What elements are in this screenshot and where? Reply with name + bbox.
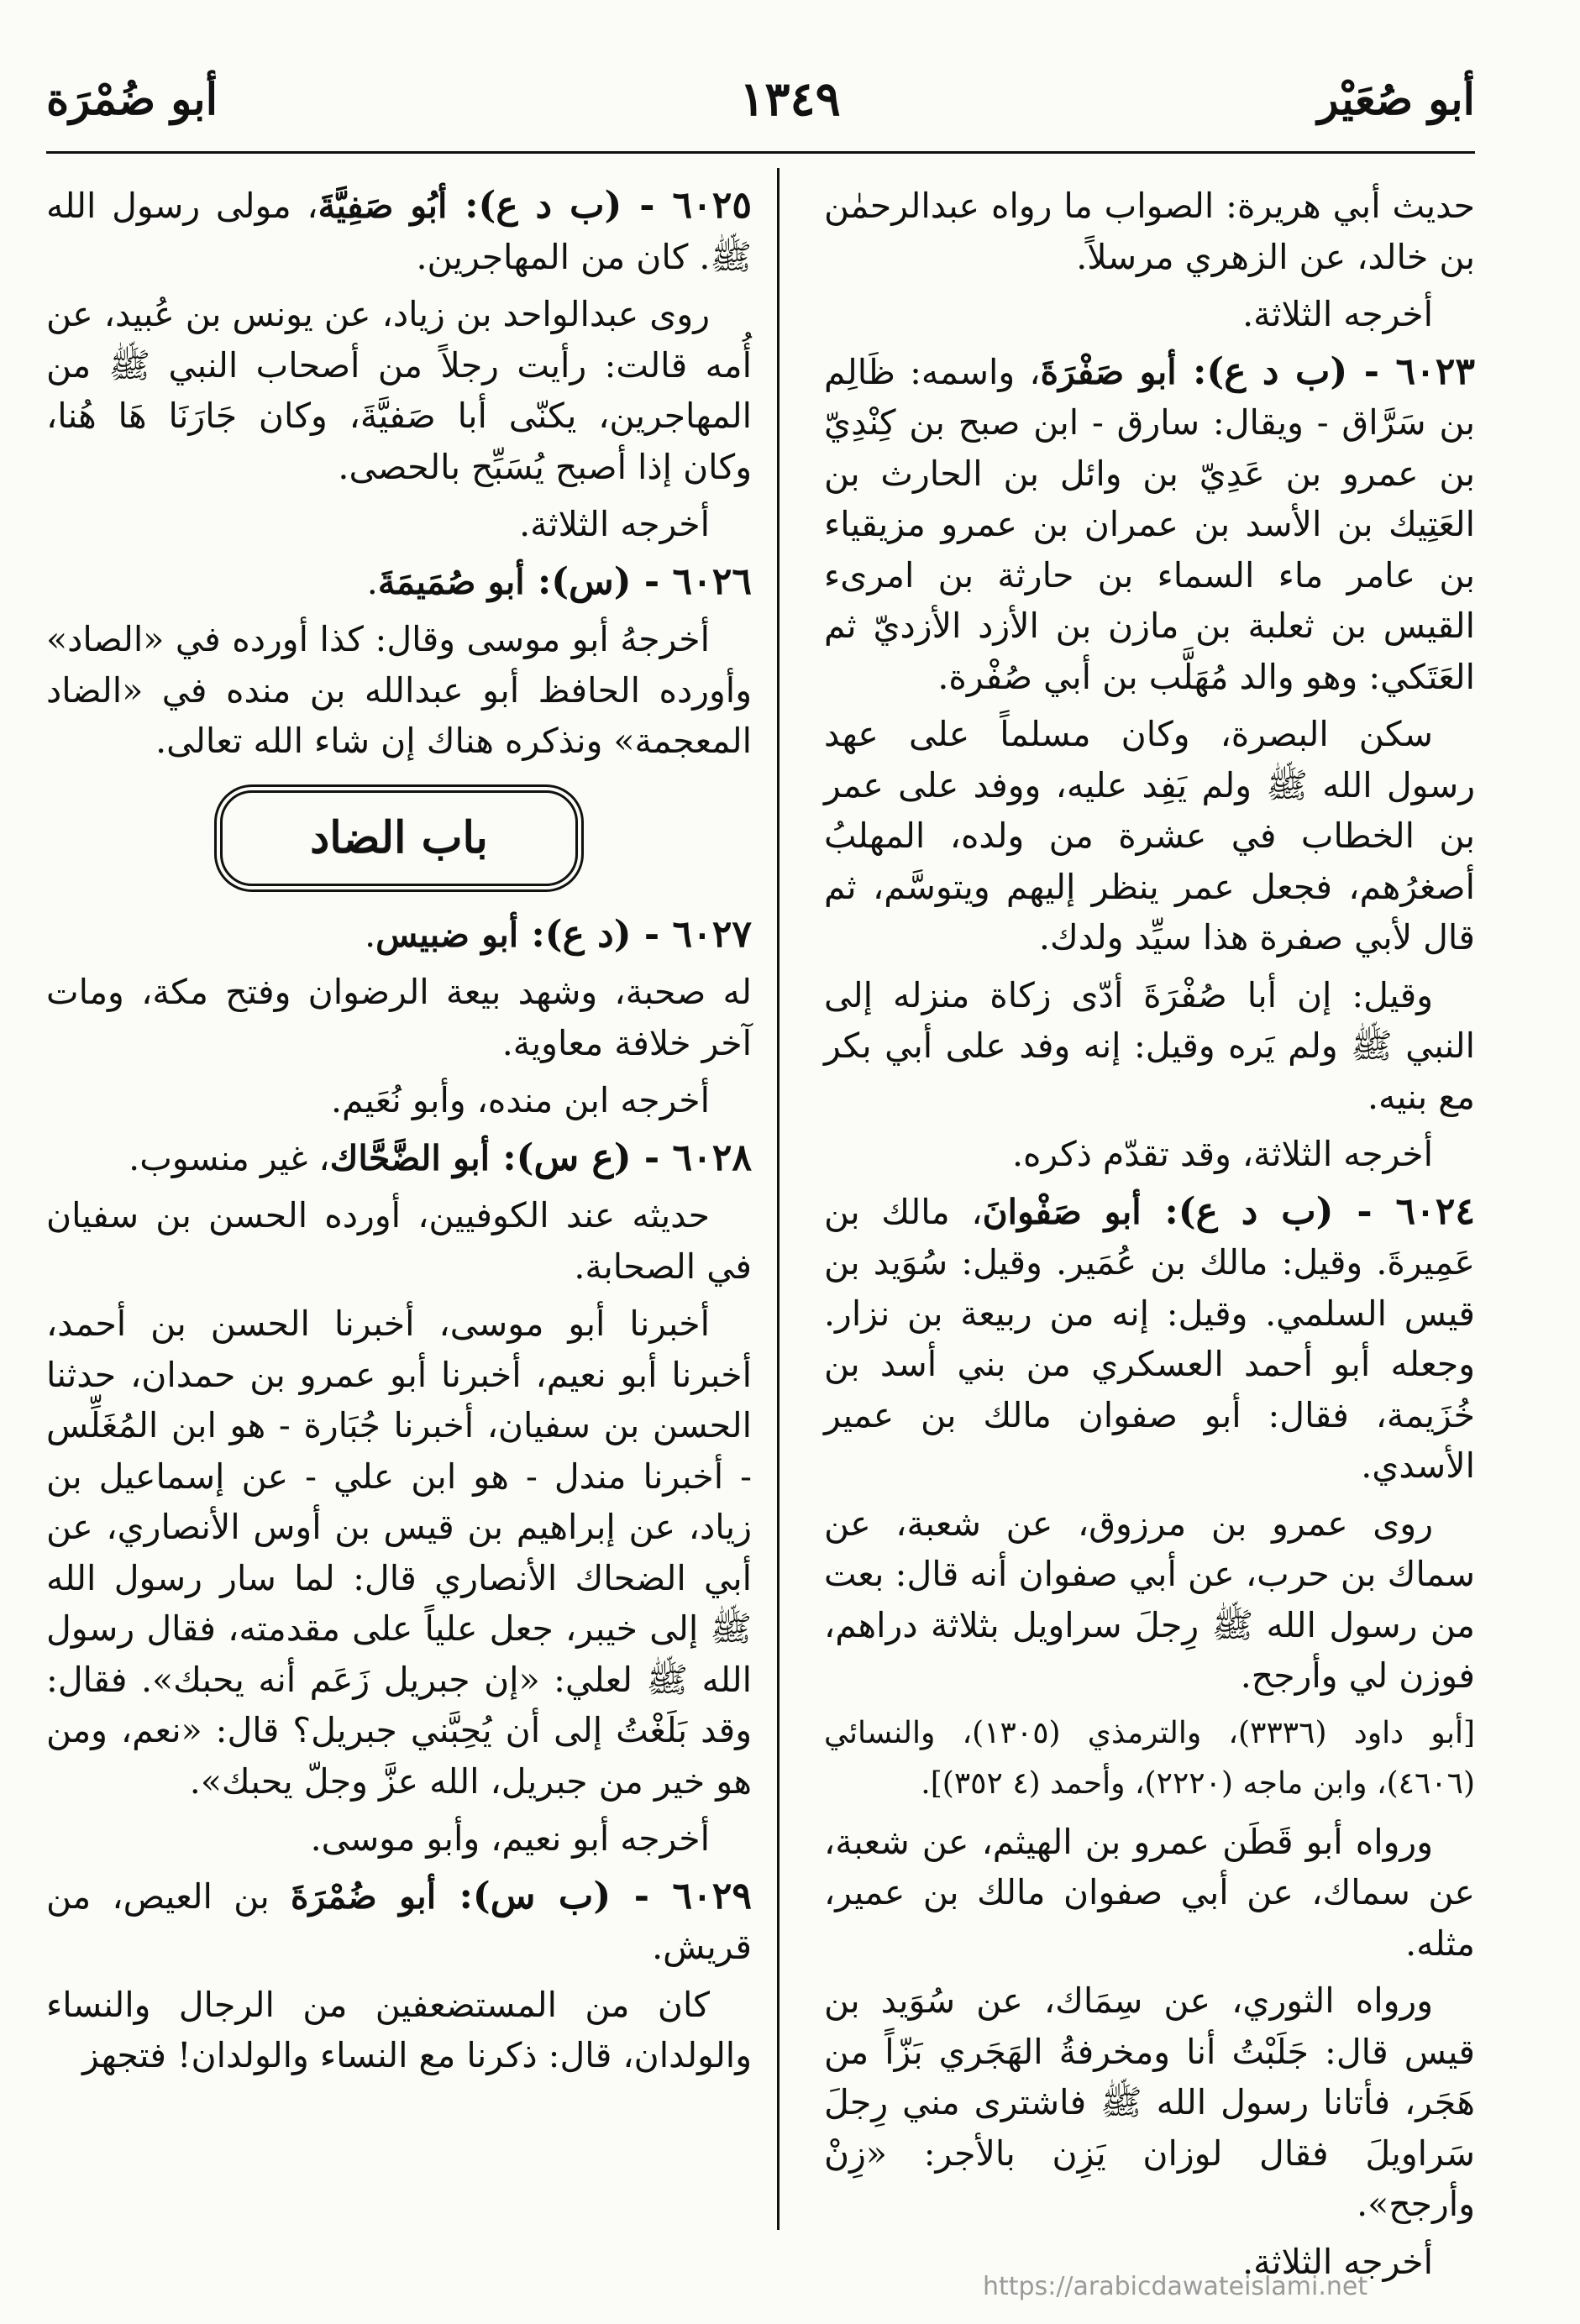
- entry-name: أبُو صَفِيَّةَ: [318, 186, 448, 226]
- entry-source-code: - (ب د ع):: [1176, 349, 1396, 393]
- entry-name: أبو صَفْوانَ: [982, 1191, 1142, 1232]
- entry-source-code: - (ع س):: [490, 1136, 673, 1179]
- entry-name: أبو صُمَيمَةَ: [377, 561, 525, 602]
- entry-number: ٦٠٢٧: [672, 912, 752, 956]
- paragraph-text: ، واسمه: ظَالِم بن سَرَّاق - ويقال: سارق - ابن صبح بن كِنْدِيّ بن عمرو بن عَدِيّ بن وائل بن الحارث بن العَتِيك بن الأسد بن عمران بن عمرو مزيقياء بن عامر ماء السماء بن حارثة بن امرىء القيس بن ثعلبة بن مازن بن الأزد الأزديّ ثم العَتَكي: وهو والد مُهَلَّب بن أبي صُفْرة.: [824, 351, 1475, 697]
- page-number: ١٣٤٩: [739, 71, 841, 127]
- entry-number: ٦٠٢٥: [672, 184, 752, 227]
- text-paragraph: [824, 289, 1475, 340]
- paragraph-text: ورواه الثوري، عن سِمَاك، عن سُوَيد بن قيس قال: جَلَبْتُ أنا ومخرفةُ الهَجَري بَزّاً من هَجَر، فأتانا رسول الله ﷺ فاشترى مني رِجلَ سَراويلَ فقال لوزان يَزِن بالأجر: «زِنْ وأرجح».: [824, 1980, 1475, 2224]
- text-paragraph: [824, 1817, 1475, 1970]
- paragraph-text: أخبرنا أبو موسى، أخبرنا الحسن بن أحمد، أخبرنا أبو نعيم، أخبرنا أبو عمرو بن حمدان، حدثنا الحسن بن سفيان، أخبرنا جُبَارة - هو ابن المُغَلِّس - أخبرنا مندل - هو ابن علي - عن إسماعيل بن زياد، عن إبراهيم بن قيس بن أوس الأنصاري، عن أبي الضحاك الأنصاري قال: لما سار رسول الله ﷺ إلى خيبر، جعل علياً على مقدمته، فقال رسول الله ﷺ لعلي: «إن جبريل زَعَم أنه يحبك». فقال: وقد بَلَغْتُ إلى أن يُحِبَّني جبريل؟ قال: «نعم، ومن هو خير من جبريل، الله عزَّ وجلّ يحبك».: [46, 1304, 752, 1802]
- running-head-right: أبو صُعَيْر: [1317, 74, 1475, 125]
- entry-source-code: - (ب س):: [436, 1874, 673, 1917]
- paragraph-text: ، مالك بن عَمِيرةَ. وقيل: مالك بن عُمَير. وقيل: سُوَيد بن قيس السلمي. وقيل: إنه من ربيعة بن نزار. وجعله أبو أحمد العسكري من بني أسد بن خُزَيمة، فقال: أبو صفوان مالك بن عمير الأسدي.: [824, 1191, 1475, 1486]
- entry-paragraph: [824, 1187, 1475, 1492]
- paragraph-text: .: [365, 914, 376, 955]
- text-paragraph: [46, 614, 752, 767]
- paragraph-text: وقيل: إن أبا صُفْرَةَ أدّى زكاة منزله إلى النبي ﷺ ولم يَره وقيل: إنه وفد على أبي بكر مع بنيه.: [824, 974, 1475, 1117]
- text-paragraph: [46, 499, 752, 550]
- text-paragraph: [824, 1975, 1475, 2230]
- entry-name: أبو ضبيس: [375, 914, 519, 955]
- text-paragraph: [824, 709, 1475, 963]
- paragraph-text: .: [366, 561, 378, 602]
- text-paragraph: [824, 1129, 1475, 1180]
- chapter-title-box: [220, 790, 578, 886]
- paragraph-text: [أبو داود (٣٣٣٦)، والترمذي (١٣٠٥)، والنسائي (٤٦٠٦)، وابن ماجه (٢٢٢٠)، وأحمد (٤ ٣٥٢)].: [824, 1715, 1476, 1801]
- paragraph-text: له صحبة، وشهد بيعة الرضوان وفتح مكة، ومات آخر خلافة معاوية.: [46, 972, 752, 1063]
- paragraph-text: أخرجه الثلاثة.: [1242, 2241, 1433, 2282]
- text-paragraph: [824, 1708, 1475, 1810]
- text-paragraph: [46, 1298, 752, 1807]
- paragraph-text: روى عمرو بن مرزوق، عن شعبة، عن سماك بن حرب، عن أبي صفوان أنه قال: بعت من رسول الله ﷺ رِجلَ سراويل بثلاثة دراهم، فوزن لي وأرجح.: [824, 1503, 1475, 1696]
- entry-name: أبو ضُمْرَةَ: [291, 1875, 437, 1917]
- entry-number: ٦٠٢٣: [1395, 349, 1475, 393]
- text-paragraph: [46, 1813, 752, 1865]
- paragraph-text: أخرجهُ أبو موسى وقال: كذا أورده في «الصاد» وأورده الحافظ أبو عبدالله بن منده في «الضاد المعجمة» ونذكره هناك إن شاء الله تعالى.: [46, 619, 752, 761]
- paragraph-text: روى عبدالواحد بن زياد، عن يونس بن عُبيد، عن أُمه قالت: رأيت رجلاً من أصحاب النبي ﷺ من المهاجرين، يكنّى أبا صَفيَّةَ، وكان جَارَنَا هَا هُنا، وكان إذا أصبح يُسَبِّح بالحصى.: [46, 294, 752, 487]
- entry-source-code: - (ب د ع):: [1141, 1189, 1396, 1233]
- paragraph-text: أخرجه الثلاثة.: [519, 504, 710, 544]
- text-paragraph: [824, 1498, 1475, 1702]
- paragraph-text: حديث أبي هريرة: الصواب ما رواه عبدالرحمٰن بن خالد، عن الزهري مرسلاً.: [824, 186, 1475, 277]
- entry-paragraph: [46, 910, 752, 961]
- paragraph-text: أخرجه أبو نعيم، وأبو موسى.: [310, 1818, 710, 1859]
- paragraph-text: أخرجه الثلاثة، وقد تقدّم ذكره.: [1011, 1134, 1433, 1174]
- text-paragraph: [46, 1980, 752, 2081]
- text-paragraph: [824, 181, 1475, 282]
- text-paragraph: [46, 967, 752, 1068]
- chapter-title: باب الضاد: [310, 811, 488, 863]
- watermark-url: https://arabicdawateislami.net: [983, 2272, 1368, 2301]
- entry-paragraph: [46, 1133, 752, 1184]
- paragraph-text: حديثه عند الكوفيين، أورده الحسن بن سفيان في الصحابة.: [46, 1195, 752, 1287]
- text-paragraph: [824, 970, 1475, 1123]
- left-column-top: [46, 181, 752, 767]
- text-paragraph: [46, 289, 752, 492]
- paragraph-text: بن العيص، من قريش.: [46, 1875, 752, 1967]
- paragraph-text: أخرجه الثلاثة.: [1242, 294, 1433, 334]
- entry-source-code: - (ب د ع):: [447, 184, 673, 227]
- entry-paragraph: [46, 181, 752, 282]
- entry-number: ٦٠٢٦: [672, 559, 752, 603]
- entry-number: ٦٠٢٨: [672, 1136, 752, 1179]
- entry-paragraph: [46, 557, 752, 608]
- entry-source-code: - (د ع):: [518, 912, 673, 956]
- right-column: [824, 181, 1475, 2294]
- paragraph-text: سكن البصرة، وكان مسلماً على عهد رسول الله ﷺ ولم يَفِد عليه، ووفد على عمر بن الخطاب في عشرة من ولده، المهلبُ أصغرُهم، فجعل عمر ينظر إليهم ويتوسَّم، ثم قال لأبي صفرة هذا سيِّد ولدك.: [824, 714, 1475, 957]
- entry-name: أبو الضَّحَّاك: [329, 1137, 491, 1178]
- entry-number: ٦٠٢٩: [672, 1874, 753, 1917]
- paragraph-text: ، مولى رسول الله ﷺ. كان من المهاجرين.: [46, 186, 752, 277]
- text-paragraph: [46, 1190, 752, 1292]
- paragraph-text: أخرجه ابن منده، وأبو نُعَيم.: [330, 1080, 710, 1120]
- header-rule: [46, 151, 1475, 154]
- paragraph-text: ، غير منسوب.: [129, 1137, 330, 1178]
- entry-number: ٦٠٢٤: [1395, 1189, 1475, 1233]
- paragraph-text: ورواه أبو قَطَن عمرو بن الهيثم، عن شعبة، عن سماك، عن أبي صفوان مالك بن عمير، مثله.: [824, 1821, 1475, 1964]
- column-divider: [777, 168, 780, 2230]
- entry-paragraph: [46, 1871, 752, 1973]
- left-column: [46, 181, 752, 2088]
- entry-paragraph: [824, 347, 1475, 703]
- entry-name: أبو صَفْرَةَ: [1040, 351, 1177, 392]
- text-paragraph: [46, 1075, 752, 1126]
- paragraph-text: كان من المستضعفين من الرجال والنساء والولدان، قال: ذكرنا مع النساء والولدان! فتجهز: [46, 1984, 752, 2075]
- left-column-bottom: [46, 910, 752, 2081]
- running-head-left: أبو ضُمْرَة: [46, 74, 218, 125]
- entry-source-code: - (س):: [524, 559, 673, 603]
